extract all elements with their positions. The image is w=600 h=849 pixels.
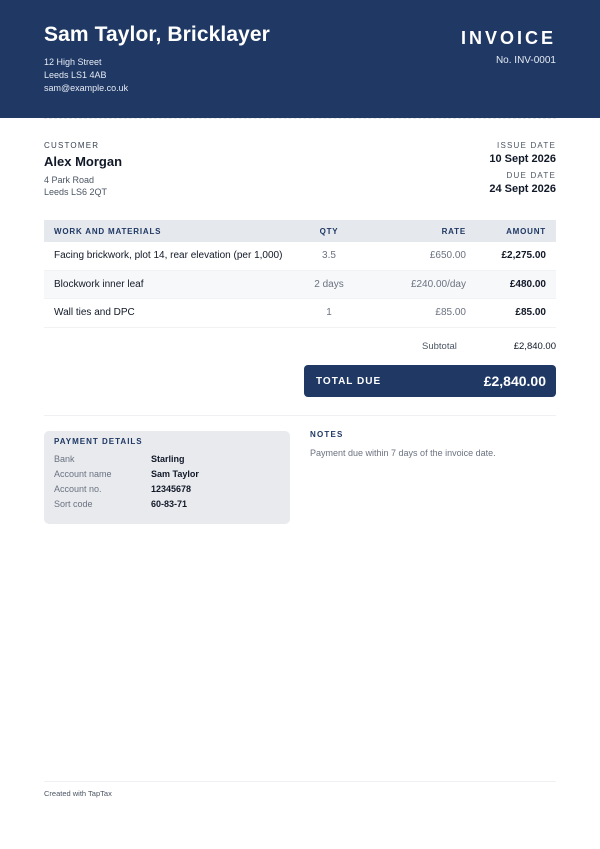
business-address-line2: Leeds LS1 4AB: [44, 70, 107, 80]
notes-title: NOTES: [310, 430, 344, 439]
business-address-line1: 12 High Street: [44, 57, 102, 67]
customer-name: Alex Morgan: [44, 154, 123, 169]
notes-section: [310, 430, 556, 458]
total-due-bar: [304, 365, 556, 397]
payment-value: 12345678: [151, 483, 192, 494]
payment-row: [54, 451, 280, 466]
payment-details-title: PAYMENT DETAILS: [54, 437, 143, 446]
footer-divider: [44, 781, 556, 782]
payment-key: Account no.: [54, 483, 102, 494]
row-description: Facing brickwork, plot 14, rear elevation (per 1,000): [54, 250, 283, 262]
row-description: Wall ties and DPC: [54, 307, 135, 319]
issue-date-label: ISSUE DATE: [497, 141, 556, 150]
section-divider: [44, 415, 556, 416]
row-description: Blockwork inner leaf: [54, 278, 144, 290]
payment-value: Starling: [151, 453, 185, 464]
row-rate: £240.00/day: [410, 278, 466, 290]
due-date-label: DUE DATE: [506, 171, 556, 180]
payment-value: 60-83-71: [151, 498, 188, 509]
row-qty: 2 days: [314, 278, 344, 290]
issue-date-block: [489, 141, 556, 165]
subtotal-row: [304, 341, 556, 352]
payment-row: [54, 481, 280, 496]
subtotal-value: £2,840.00: [513, 341, 556, 352]
header-divider: [44, 118, 556, 119]
table-row: [44, 299, 556, 328]
payment-row: [54, 496, 280, 511]
table-row: [44, 271, 556, 300]
payment-key: Sort code: [54, 498, 93, 509]
row-rate: £650.00: [429, 250, 466, 262]
row-rate: £85.00: [435, 307, 466, 319]
header-qty: QTY: [319, 226, 339, 236]
customer-address-line2: Leeds LS6 2QT: [44, 187, 108, 197]
notes-text: Payment due within 7 days of the invoice date.: [310, 448, 496, 458]
invoice-header: [0, 0, 600, 118]
due-date-value: 24 Sept 2026: [489, 183, 556, 195]
customer-label: CUSTOMER: [44, 141, 100, 150]
row-amount: £2,275.00: [501, 250, 546, 262]
subtotal-label: Subtotal: [422, 341, 457, 352]
payment-details-panel: [44, 431, 290, 524]
payment-key: Bank: [54, 453, 75, 464]
row-amount: £85.00: [515, 307, 546, 319]
payment-value: Sam Taylor: [151, 468, 199, 479]
issue-date-value: 10 Sept 2026: [489, 153, 556, 165]
total-due-label: TOTAL DUE: [316, 375, 382, 387]
header-amount: AMOUNT: [506, 226, 546, 236]
row-qty: 1: [326, 307, 332, 319]
payment-row: [54, 466, 280, 481]
header-work-materials: WORK AND MATERIALS: [54, 226, 162, 236]
row-qty: 3.5: [322, 250, 336, 262]
table-header-row: [44, 220, 556, 242]
invoice-number: No. INV-0001: [495, 55, 556, 66]
customer-address: [44, 174, 107, 198]
row-amount: £480.00: [509, 278, 546, 290]
payment-key: Account name: [54, 468, 112, 479]
total-due-value: £2,840.00: [483, 373, 546, 389]
business-name: Sam Taylor, Bricklayer: [44, 23, 270, 46]
footer-credit: Created with TapTax: [44, 789, 112, 798]
business-email: sam@example.co.uk: [44, 83, 129, 93]
customer-address-line1: 4 Park Road: [44, 175, 95, 185]
due-date-block: [489, 171, 556, 195]
table-row: [44, 242, 556, 271]
invoice-title: INVOICE: [460, 28, 556, 48]
business-address: [44, 56, 128, 95]
header-rate: RATE: [441, 226, 466, 236]
line-items-table: [44, 220, 556, 328]
